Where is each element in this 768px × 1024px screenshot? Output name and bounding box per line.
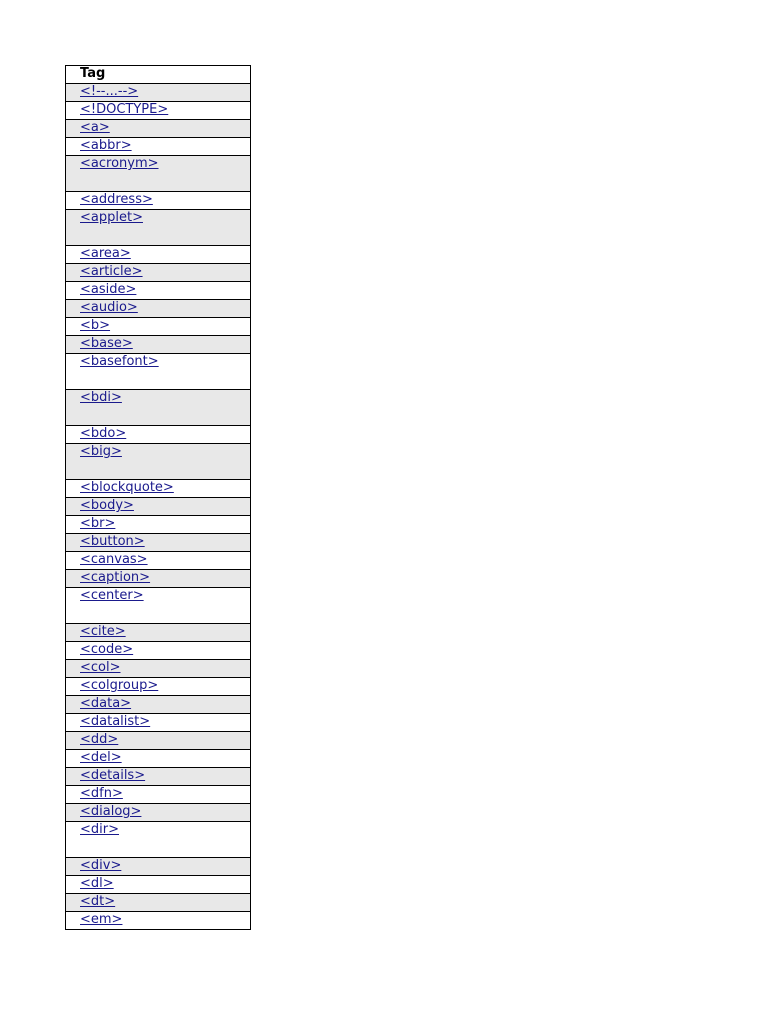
tag-link[interactable]: <button> xyxy=(80,534,145,549)
table-row xyxy=(66,264,251,282)
tag-link[interactable]: <b> xyxy=(80,318,111,333)
table-cell xyxy=(66,534,251,552)
table-cell xyxy=(66,426,251,444)
column-header-tag: Tag xyxy=(66,66,251,84)
table-cell xyxy=(66,264,251,282)
tag-link[interactable]: <em> xyxy=(80,912,123,927)
table-row xyxy=(66,138,251,156)
table-cell xyxy=(66,678,251,696)
table-cell xyxy=(66,876,251,894)
tag-link[interactable]: <blockquote> xyxy=(80,480,174,495)
table-cell xyxy=(66,696,251,714)
table-cell xyxy=(66,318,251,336)
tag-link[interactable]: <div> xyxy=(80,858,122,873)
table-row xyxy=(66,768,251,786)
table-row xyxy=(66,822,251,858)
table-cell xyxy=(66,210,251,246)
tag-link[interactable]: <big> xyxy=(80,444,122,459)
table-row xyxy=(66,156,251,192)
tag-link[interactable]: <col> xyxy=(80,660,121,675)
table-cell xyxy=(66,120,251,138)
tag-link[interactable]: <basefont> xyxy=(80,354,159,369)
tag-link[interactable]: <data> xyxy=(80,696,132,711)
table-row xyxy=(66,786,251,804)
table-cell xyxy=(66,282,251,300)
table-row xyxy=(66,210,251,246)
table-cell xyxy=(66,552,251,570)
table-row xyxy=(66,444,251,480)
tag-link[interactable]: <details> xyxy=(80,768,146,783)
tag-link[interactable]: <del> xyxy=(80,750,122,765)
tag-link[interactable]: <area> xyxy=(80,246,131,261)
table-cell xyxy=(66,498,251,516)
tag-link[interactable]: <center> xyxy=(80,588,144,603)
table-row xyxy=(66,84,251,102)
table-row xyxy=(66,588,251,624)
tag-link[interactable]: <dialog> xyxy=(80,804,142,819)
table-cell xyxy=(66,444,251,480)
table-row xyxy=(66,804,251,822)
tag-link[interactable]: <address> xyxy=(80,192,153,207)
table-row xyxy=(66,120,251,138)
table-row xyxy=(66,858,251,876)
table-cell xyxy=(66,480,251,498)
tag-link[interactable]: <br> xyxy=(80,516,116,531)
tag-link[interactable]: <colgroup> xyxy=(80,678,159,693)
table-header-row xyxy=(66,66,251,84)
table-cell xyxy=(66,336,251,354)
table-cell xyxy=(66,192,251,210)
table-cell xyxy=(66,858,251,876)
table-cell xyxy=(66,102,251,120)
table-cell xyxy=(66,894,251,912)
table-row xyxy=(66,246,251,264)
tag-link[interactable]: <base> xyxy=(80,336,133,351)
table-row xyxy=(66,318,251,336)
table-row xyxy=(66,480,251,498)
table-row xyxy=(66,696,251,714)
tag-link[interactable]: <dir> xyxy=(80,822,119,837)
tag-link[interactable]: <bdi> xyxy=(80,390,122,405)
table-cell xyxy=(66,822,251,858)
tag-link[interactable]: <audio> xyxy=(80,300,138,315)
table-cell xyxy=(66,642,251,660)
tag-link[interactable]: <bdo> xyxy=(80,426,127,441)
tag-link[interactable]: <aside> xyxy=(80,282,137,297)
tag-link[interactable]: <abbr> xyxy=(80,138,132,153)
table-row xyxy=(66,498,251,516)
tag-table xyxy=(65,65,251,930)
table-row xyxy=(66,300,251,318)
tag-link[interactable]: <!DOCTYPE> xyxy=(80,102,169,117)
table-row xyxy=(66,660,251,678)
table-cell xyxy=(66,660,251,678)
table-row xyxy=(66,624,251,642)
table-cell xyxy=(66,786,251,804)
table-row xyxy=(66,570,251,588)
table-cell xyxy=(66,804,251,822)
table-cell xyxy=(66,516,251,534)
tag-link[interactable]: <code> xyxy=(80,642,134,657)
table-cell xyxy=(66,300,251,318)
table-cell xyxy=(66,624,251,642)
table-cell xyxy=(66,156,251,192)
tag-link[interactable]: <dt> xyxy=(80,894,116,909)
table-cell xyxy=(66,768,251,786)
table-row xyxy=(66,282,251,300)
tag-link[interactable]: <applet> xyxy=(80,210,143,225)
table-row xyxy=(66,732,251,750)
tag-link[interactable]: <cite> xyxy=(80,624,126,639)
table-cell xyxy=(66,912,251,930)
tag-link[interactable]: <body> xyxy=(80,498,134,513)
table-cell xyxy=(66,246,251,264)
tag-link[interactable]: <article> xyxy=(80,264,143,279)
table-row xyxy=(66,336,251,354)
table-row xyxy=(66,714,251,732)
table-cell xyxy=(66,750,251,768)
tag-link[interactable]: <acronym> xyxy=(80,156,159,171)
table-row xyxy=(66,192,251,210)
tag-link[interactable]: <a> xyxy=(80,120,110,135)
tag-link[interactable]: <datalist> xyxy=(80,714,151,729)
table-row xyxy=(66,102,251,120)
table-cell xyxy=(66,138,251,156)
tag-link[interactable]: <dd> xyxy=(80,732,119,747)
table-row xyxy=(66,516,251,534)
tag-link[interactable]: <caption> xyxy=(80,570,151,585)
tag-link[interactable]: <dfn> xyxy=(80,786,123,801)
table-row xyxy=(66,894,251,912)
tag-link[interactable]: <!--...--> xyxy=(80,84,139,99)
table-cell xyxy=(66,354,251,390)
tag-link[interactable]: <dl> xyxy=(80,876,114,891)
table-cell xyxy=(66,588,251,624)
table-cell xyxy=(66,84,251,102)
table-row xyxy=(66,354,251,390)
table-row xyxy=(66,390,251,426)
table-row xyxy=(66,552,251,570)
table-row xyxy=(66,642,251,660)
table-cell xyxy=(66,390,251,426)
table-cell xyxy=(66,732,251,750)
table-row xyxy=(66,876,251,894)
table-row xyxy=(66,426,251,444)
table-row xyxy=(66,534,251,552)
table-row xyxy=(66,678,251,696)
table-row xyxy=(66,912,251,930)
table-row xyxy=(66,750,251,768)
table-cell xyxy=(66,714,251,732)
tag-link[interactable]: <canvas> xyxy=(80,552,148,567)
table-cell xyxy=(66,570,251,588)
